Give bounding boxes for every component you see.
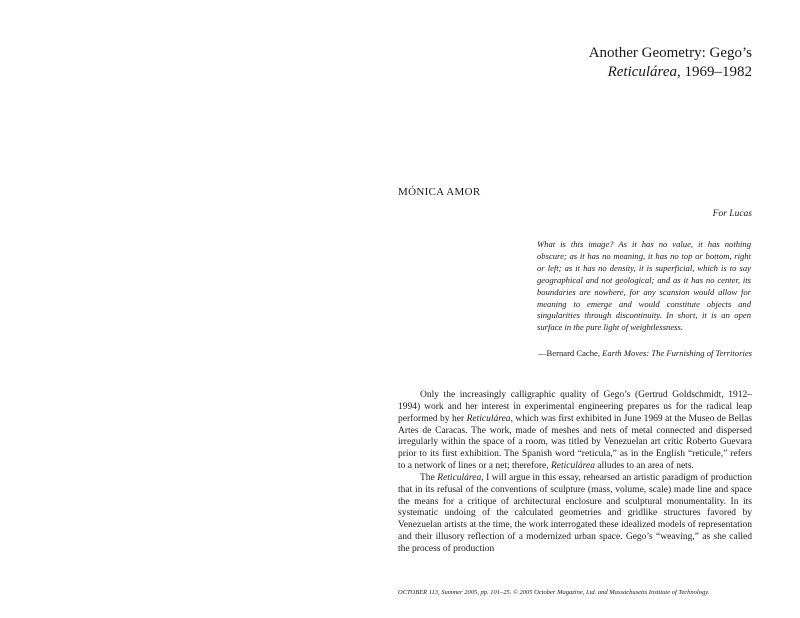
p2-text-c: , I will argue in this essay, rehearsed an artistic paradigm of production that in its refusal of the conventions of sculpture (mass, volume, scale) made line and space the means for a critique of architectural enclosure and sculptural monumentality. In its systematic undoing of the calculated geometries and gridlike structures favored by Venezuelan artists at the time, the work interrogated these idealized models of representation and their illusory reflection of a modernized urban space. Gego’s “weaving,” as she called the process of production <box>398 472 752 554</box>
p2-text-a: The <box>420 472 438 483</box>
attribution-author: —Bernard Cache, <box>537 348 603 358</box>
title-dates: , 1969–1982 <box>677 64 752 80</box>
citation-footer: OCTOBER 113, Summer 2005, pp. 101–25. © 2005 October Magazine, Ltd. and Massachusetts Institute of Technology. <box>398 589 710 596</box>
article-title <box>589 44 752 82</box>
paragraph-2 <box>398 473 752 556</box>
paragraph-1 <box>398 390 752 473</box>
title-work-name: Reticulárea <box>607 64 677 80</box>
body-text <box>398 390 752 556</box>
epigraph-text: What is this image? As it has no value, it has nothing obscure; as it has no meaning, it has no top or bottom, right or left; as it has no density, it is superficial, which is to say geographical and not geological; and as it has no center, its boundaries are nowhere, for any scansion would allow for meaning to emerge and would constitute objects and singularities through discontinuity. In short, it is an open surface in the pure light of weightlessness. <box>537 239 751 333</box>
p1-work-title-1: Reticulárea <box>466 413 511 424</box>
epigraph-attribution <box>532 348 752 360</box>
attribution-work: Earth Moves: The Furnishing of Territories <box>602 348 752 358</box>
title-line-2 <box>589 63 752 82</box>
epigraph-quote <box>537 239 751 334</box>
p1-work-title-2: Reticulárea <box>551 461 595 472</box>
dedication: For Lucas <box>712 209 752 219</box>
p2-work-title: Reticulárea <box>437 472 482 483</box>
p1-text-e: alludes to an area of nets. <box>594 461 694 472</box>
p1-text-a: Only the increasingly calligraphic quality of Gego’s (Gertrud Goldschmidt, 1912–1994) work and her interest in experimental engineering prepares us for the radical leap performed by her <box>398 390 752 424</box>
p1-text-c: , which was first exhibited in June 1969 at the Museo de Bellas Artes de Caracas. The work, made of meshes and nets of metal connected and dispersed irregularly within the space of a room, was titled by Venezuelan art critic Roberto Guevara prior to its first exhibition. The Spanish word “reticula,” as in the English “reticule,” refers to a network of lines or a net; therefore, <box>398 413 752 472</box>
author-name: MÓNICA AMOR <box>398 186 481 198</box>
title-line-1: Another Geometry: Gego’s <box>588 45 752 61</box>
